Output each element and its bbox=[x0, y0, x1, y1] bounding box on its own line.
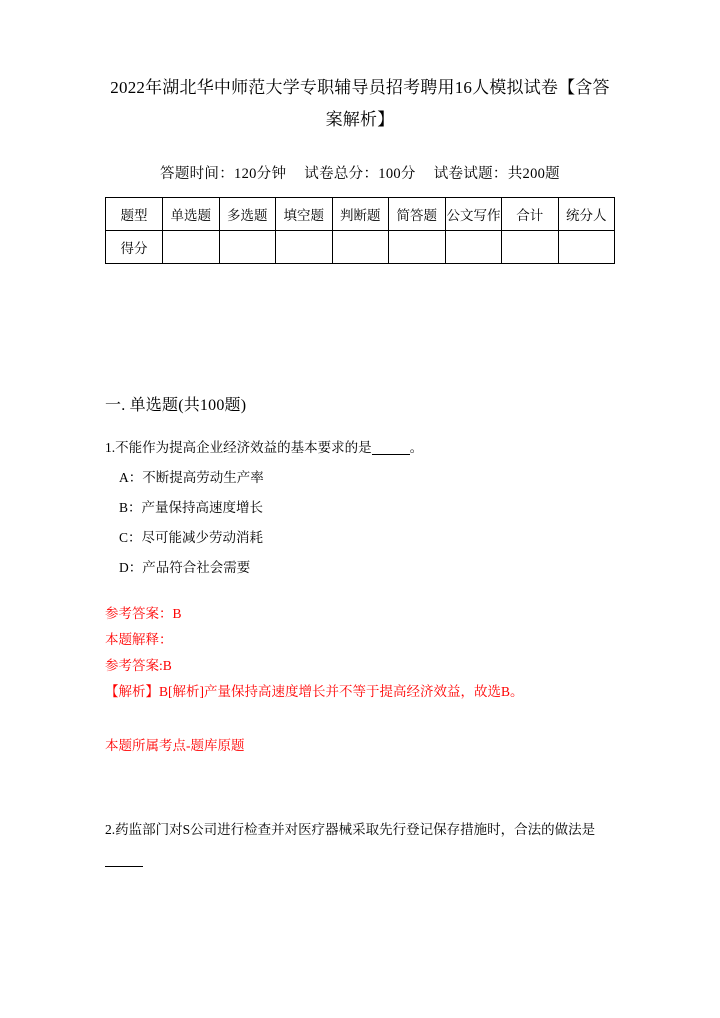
question-1-option-a: A：不断提高劳动生产率 bbox=[119, 470, 264, 485]
row-label-score: 得分 bbox=[106, 231, 163, 264]
score-cell-total bbox=[502, 231, 559, 264]
table-row bbox=[106, 198, 615, 231]
question-1-option-c: C：尽可能减少劳动消耗 bbox=[119, 530, 264, 545]
score-cell-single-choice bbox=[163, 231, 220, 264]
question-1-option-b: B：产量保持高速度增长 bbox=[119, 500, 264, 515]
header-true-false: 判断题 bbox=[332, 198, 389, 231]
question-1-answer-block bbox=[105, 601, 615, 759]
question-1-stem bbox=[105, 433, 615, 463]
question-1-answer-repeat: 参考答案:B bbox=[105, 658, 172, 673]
question-1-explain-label: 本题解释： bbox=[105, 632, 173, 647]
score-cell-scorer bbox=[558, 231, 615, 264]
score-cell-fill-blank bbox=[276, 231, 333, 264]
answer-blank bbox=[105, 866, 143, 867]
exam-total-score: 试卷总分：100分 bbox=[304, 166, 416, 182]
answer-blank bbox=[372, 454, 410, 455]
exam-meta bbox=[105, 162, 615, 183]
page-title: 2022年湖北华中师范大学专职辅导员招考聘用16人模拟试卷【含答案解析】 bbox=[110, 78, 610, 129]
question-1-answer: 参考答案：B bbox=[105, 606, 182, 621]
table-row bbox=[106, 231, 615, 264]
question-1-knowledge-point: 本题所属考点-题库原题 bbox=[105, 738, 245, 753]
exam-question-count: 试卷试题：共200题 bbox=[433, 166, 560, 182]
question-1-stem-tail: 。 bbox=[409, 440, 424, 455]
header-total: 合计 bbox=[502, 198, 559, 231]
header-multi-choice: 多选题 bbox=[219, 198, 276, 231]
score-table bbox=[105, 197, 615, 264]
header-single-choice: 单选题 bbox=[163, 198, 220, 231]
score-cell-short-answer bbox=[389, 231, 446, 264]
header-scorer: 统分人 bbox=[558, 198, 615, 231]
header-fill-blank: 填空题 bbox=[276, 198, 333, 231]
score-cell-true-false bbox=[332, 231, 389, 264]
exam-time: 答题时间：120分钟 bbox=[160, 166, 287, 182]
section-heading: 一. 单选题(共100题) bbox=[105, 397, 247, 414]
question-2-stem-text: 2.药监部门对S公司进行检查并对医疗器械采取先行登记保存措施时，合法的做法是 bbox=[105, 822, 596, 837]
question-2-stem bbox=[105, 815, 615, 875]
header-short-answer: 简答题 bbox=[389, 198, 446, 231]
score-cell-official-writing bbox=[445, 231, 502, 264]
question-1-explanation: 【解析】B[解析]产量保持高速度增长并不等于提高经济效益，故选B。 bbox=[105, 684, 524, 699]
row-label-type: 题型 bbox=[106, 198, 163, 231]
question-1-option-d: D：产品符合社会需要 bbox=[119, 560, 251, 575]
score-cell-multi-choice bbox=[219, 231, 276, 264]
question-1-stem-text: 1.不能作为提高企业经济效益的基本要求的是 bbox=[105, 440, 372, 455]
header-official-writing: 公文写作 bbox=[445, 198, 502, 231]
